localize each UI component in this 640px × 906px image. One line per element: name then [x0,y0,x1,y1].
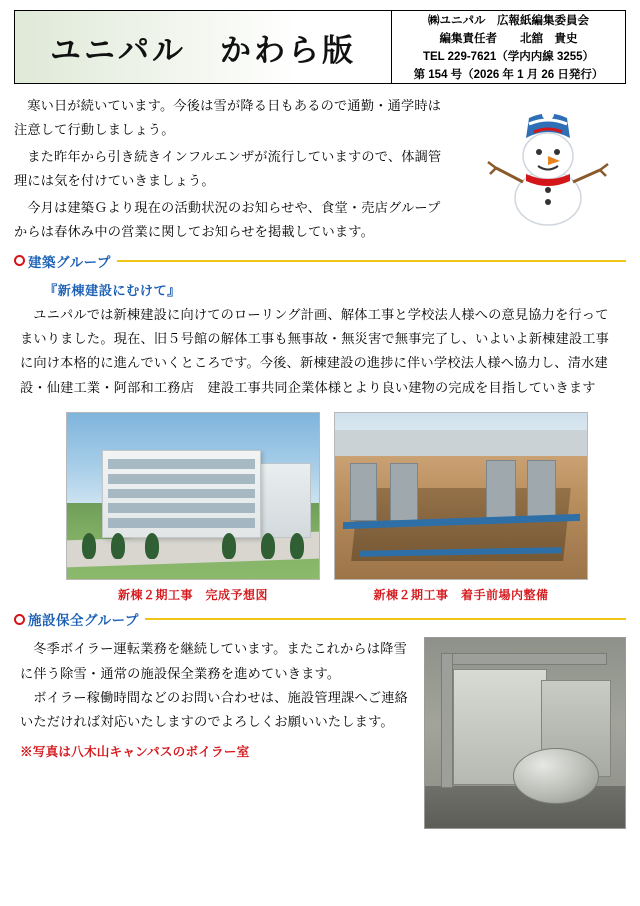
photo-panel [527,460,557,522]
facility-photo-note: ※写真は八木山キャンパスのボイラー室 [20,744,250,759]
photo-panel [390,463,417,521]
caption-construction-site: 新棟２期工事 着手前場内整備 [373,588,549,603]
photo-building-floor [108,459,255,468]
intro-text [14,94,444,245]
photo-building-floor [108,503,255,512]
construction-site-photo [334,412,588,580]
architecture-paragraph: ユニパルでは新棟建設に向けてのローリング計画、解体工事と学校法人様への意見協力を行ってまいりました。現在、旧５号館の解体工事も無事故・無災害で無事完了し、いよいよ新棟建設工事に向け本格的に進んでいくところです。今後、新棟建設の進捗に伴い学校法人様へ協力し、清水建設・仙建工業・阿部和工務店 建設工事共同企業体様とより良い建物の完成を目指していきます [20,306,610,395]
facility-content [14,637,626,829]
section-heading-architecture [14,251,626,271]
photo-panel [486,460,516,522]
photo-tree [111,533,125,559]
publication-info-block [392,11,625,83]
masthead-block [15,11,392,83]
photo-boiler-drum [513,748,599,803]
subsection-title-new-building: 『新棟建設にむけて』 [44,282,181,298]
photo-tree-row [72,523,314,560]
section-rule [145,618,626,620]
photo-building-floor [108,489,255,498]
photo-building-floor [108,474,255,483]
facility-paragraph-1: 冬季ボイラー運転業務を継続しています。またこれからは降雪に伴う除雪・通常の施設保全業務を進めていきます。 [20,641,407,681]
intro-section [14,94,626,245]
photo-tree [290,533,304,559]
photo-tree [145,533,159,559]
section-rule [117,260,626,262]
photo-caption-row [14,586,626,603]
new-building-rendering-photo [66,412,320,580]
newsletter-header [14,10,626,84]
facility-paragraph-2: ボイラー稼働時間などのお問い合わせは、施設管理課へご連絡いただければ対応いたしますのでよろしくお願いいたします。 [20,690,409,730]
photo-background-buildings [335,430,587,460]
facility-body-text [14,637,414,829]
photo-pipe [441,653,453,788]
photo-tree [261,533,275,559]
editor-line: 編集責任者 北舘 貴史 [439,33,578,45]
circle-marker-icon [14,614,25,625]
photo-pipe [445,653,607,665]
photo-panel [350,463,377,521]
photo-tree [222,533,236,559]
snowman-illustration [476,94,616,229]
section-title-architecture: 建築グループ [28,254,111,270]
issue-number-line: 第 154 号（2026 年 1 月 26 日発行） [413,69,604,81]
boiler-room-photo [424,637,626,829]
architecture-body-text [20,303,620,401]
section-heading-facility [14,609,626,629]
intro-paragraph-2: また昨年から引き続きインフルエンザが流行していますので、体調管理には気を付けていきましょう。 [14,148,442,189]
masthead-title: ユニパル かわら版 [50,32,356,69]
telephone-line: TEL 229-7621（学内内線 3255） [422,51,595,63]
intro-paragraph-3: 今月は建築Ｇより現在の活動状況のお知らせや、食堂・売店グループからは春休み中の営業に関してお知らせを掲載しています。 [14,199,441,240]
photo-tree [82,533,96,559]
caption-new-building-rendering: 新棟２期工事 完成予想図 [117,588,268,603]
circle-marker-icon [14,255,25,266]
architecture-photo-row [14,412,626,580]
publisher-line: ㈱ユニパル 広報紙編集委員会 [428,15,589,27]
intro-paragraph-1: 寒い日が続いています。今後は雪が降る日もあるので通勤・通学時は注意して行動しましょう。 [14,98,442,138]
section-title-facility: 施設保全グループ [28,613,139,629]
